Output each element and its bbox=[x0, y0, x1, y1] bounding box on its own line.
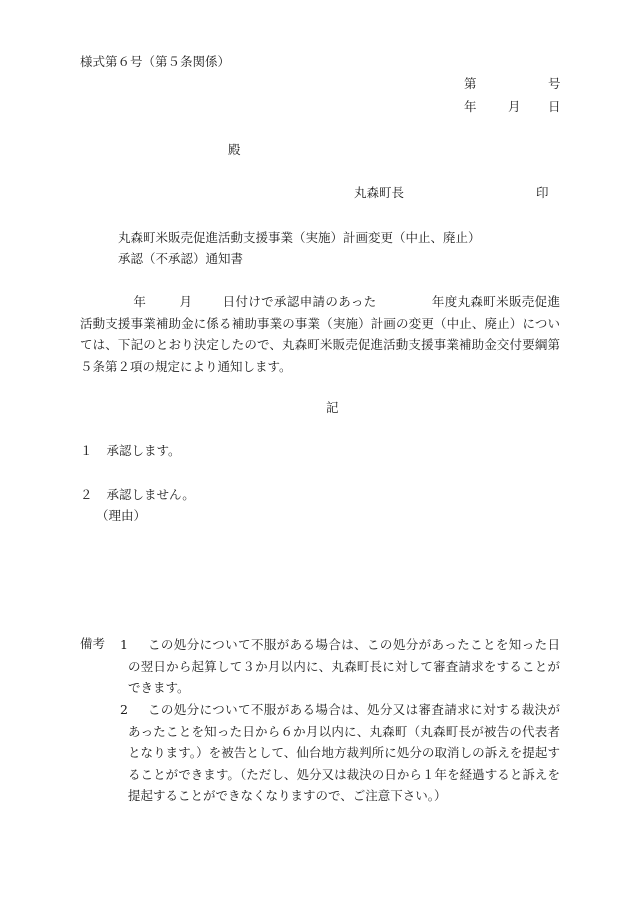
item-number: １ bbox=[80, 443, 93, 458]
notes-label: 備考 bbox=[80, 636, 106, 651]
doc-number-prefix: 第 bbox=[464, 76, 477, 91]
note-number: 2 bbox=[120, 702, 128, 717]
reason-label: （理由） bbox=[96, 508, 147, 523]
list-item bbox=[80, 485, 195, 503]
item-text: 承認します。 bbox=[106, 443, 181, 458]
issuer-name: 丸森町長 bbox=[354, 185, 405, 200]
note-item bbox=[120, 634, 560, 699]
note-text: この処分について不服がある場合は、処分又は審査請求に対する裁決があったことを知った日から６か月以内に、丸森町（丸森町長が被告の代表者となります。）を被告として、仙台地方裁判所に処分の取消しの訴えを提起することができます。（ただし、処分又は裁決の日から１年を経過すると訴えを提起することができなくなりますので、ご注意下さい。） bbox=[128, 702, 560, 804]
document-title-line2: 承認（不承認）通知書 bbox=[118, 251, 244, 266]
note-text: この処分について不服がある場合は、この処分があったことを知った日の翌日から起算して３か月以内に、丸森町長に対して審査請求をすることができます。 bbox=[128, 637, 560, 696]
document-title-line1: 丸森町米販売促進活動支援事業（実施）計画変更（中止、廃止） bbox=[118, 230, 481, 245]
note-number: 1 bbox=[120, 637, 128, 652]
form-number: 様式第６号（第５条関係） bbox=[80, 54, 231, 69]
date-day: 日 bbox=[548, 99, 561, 114]
body-year: 年 bbox=[133, 294, 147, 309]
body-main-text: 年度丸森町米販売促進活動支援事業補助金に係る補助事業の事業（実施）計画の変更（中止、廃止）については、下記のとおり決定したので、丸森町米販売促進活動支援事業補助金交付要綱第５条第２項の規定により通知します。 bbox=[80, 294, 560, 374]
list-item bbox=[80, 441, 181, 459]
ki-heading: 記 bbox=[326, 400, 339, 415]
date-year: 年 bbox=[464, 99, 477, 114]
date-month: 月 bbox=[508, 99, 521, 114]
note-item bbox=[120, 699, 560, 807]
body-paragraph bbox=[80, 291, 560, 377]
seal-mark: 印 bbox=[536, 185, 549, 200]
body-date-text: 日付けで承認申請のあった bbox=[222, 294, 377, 309]
body-month: 月 bbox=[179, 294, 193, 309]
addressee-suffix: 殿 bbox=[228, 142, 241, 157]
doc-number-suffix: 号 bbox=[548, 76, 561, 91]
item-number: ２ bbox=[80, 487, 93, 502]
item-text: 承認しません。 bbox=[106, 487, 195, 502]
